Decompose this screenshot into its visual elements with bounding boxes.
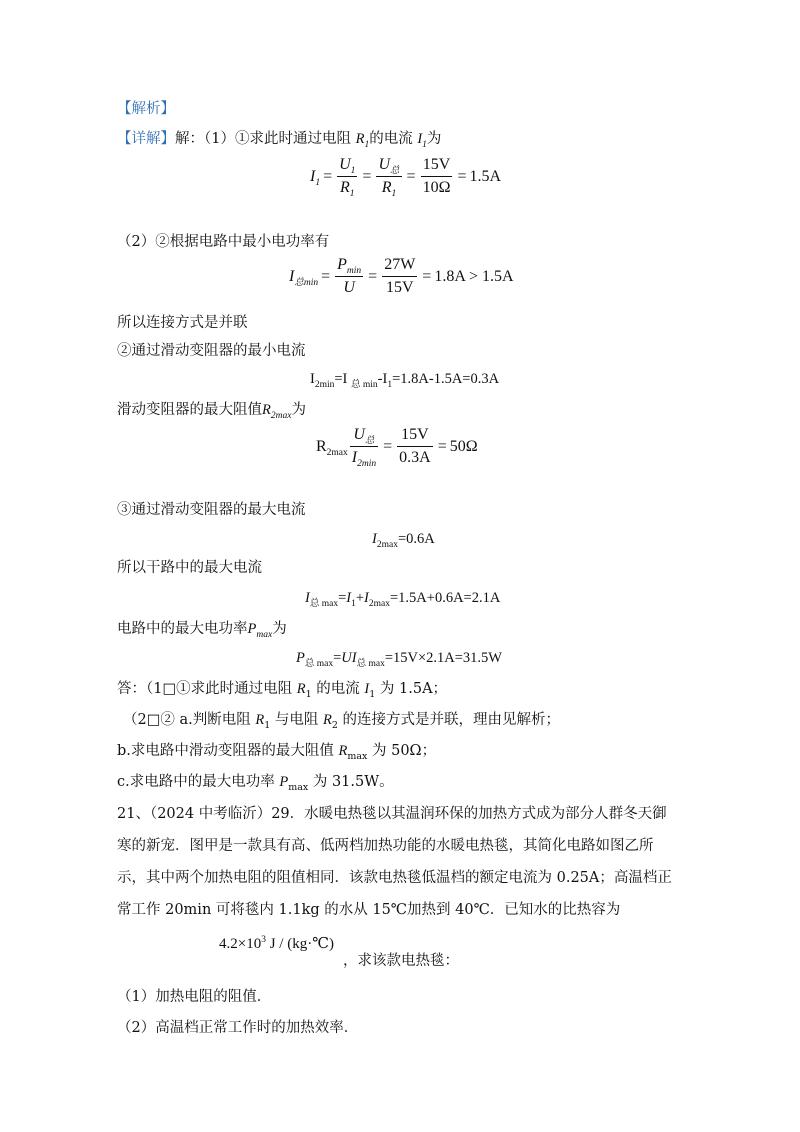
question-line-4: 常工作 20min 可将毯内 1.1kg 的水从 15℃加热到 40℃．已知水的比热容为 xyxy=(117,902,621,918)
question-line-2: 寒的新宠．图甲是一款具有高、低两档加热功能的水暖电热毯，其简化电路如图乙所 xyxy=(117,838,654,854)
detail-intro: 解：（1）①求此时通过电阻 xyxy=(175,131,351,147)
eq1-result: 1.5A xyxy=(469,167,502,185)
parallel-conclusion: 所以连接方式是并联 xyxy=(117,315,248,331)
equation-i2min: $I_{2min}=I$ $_{总 min}-I_1=1.8A-1.5A=0.3A$ xyxy=(310,371,500,390)
equation-total-max-current: $I_{总 max}=I_1+I_{2max}=1.5A+0.6A=2.1A$ xyxy=(305,590,501,609)
question-line-3: 示，其中两个加热电阻的阻值相同．该款电热毯低温档的额定电流为 0.25A；高温档正 xyxy=(117,870,672,886)
var-i1: $I_1$ xyxy=(417,131,427,150)
equation-current-i1: $I_1$ = $\frac{U_1}{R_1}$ = $\frac{U_总}{R_1}$ = $\frac{15V}{10\Omega}$ = 1.5A xyxy=(310,156,502,200)
answer-line-4: c.求电路中的最大电功率 $P_{max}$ 为 31.5W。 xyxy=(117,774,394,793)
detail-intro-end: 为 xyxy=(426,131,442,147)
part3-max-current-heading: ③通过滑动变阻器的最大电流 xyxy=(117,502,306,518)
detail-intro-tail: 的电流 xyxy=(369,131,413,147)
equation-min-current: $I_{总min}$ = $\frac{P_{min}}{U}$ = $\frac{27W}{15V}$ = 1.8A > 1.5A xyxy=(289,256,514,296)
question-line-5: ，求该款电热毯： xyxy=(343,953,459,969)
answer-line-2: （2□② a.判断电阻 $R_1$ 与电阻 $R_2$ 的连接方式是并联，理由见解析； xyxy=(123,712,561,731)
part2-intro: （2）②根据电路中最小电功率有 xyxy=(117,234,330,250)
main-current-heading: 所以干路中的最大电流 xyxy=(117,560,262,576)
answer-line-1: 答：（1□①求此时通过电阻 $R_1$ 的电流 $I_1$ 为 1.5A； xyxy=(117,681,448,700)
sub-question-2: （2）高温档正常工作时的加热效率． xyxy=(117,1020,359,1036)
detail-intro-line xyxy=(117,129,441,149)
equation-r2max: $R_{2max}$ $\frac{U_总}{I_{2min}}$ = $\frac{15V}{0.3A}$ = 50Ω xyxy=(316,426,478,470)
equation-max-power: $P_{总 max}=UI_{总 max}=15V\times 2.1A=31.5W$ xyxy=(296,650,502,669)
max-resistance-line: 滑动变阻器的最大阻值$R_{2max}$为 xyxy=(117,402,306,421)
max-power-line: 电路中的最大电功率$P_{max}$为 xyxy=(117,621,287,640)
equation-i2max: $I_{2max}=0.6A$ xyxy=(372,531,435,550)
analysis-heading: 【解析】 xyxy=(117,101,175,117)
var-r1: $R_1$ xyxy=(355,131,370,150)
sub-question-1: （1）加热电阻的阻值． xyxy=(117,989,272,1005)
answer-line-3: b.求电路中滑动变阻器的最大阻值 $R_{max}$ 为 50Ω； xyxy=(117,743,437,762)
detail-label: 【详解】 xyxy=(117,131,175,147)
specific-heat-value: $4.2\times 10^3$ J / (kg·℃) xyxy=(219,935,334,952)
part2-min-current-heading: ②通过滑动变阻器的最小电流 xyxy=(117,343,306,359)
question-line-1: 21、（2024 中考临沂）29．水暖电热毯以其温润环保的加热方式成为部分人群冬天御 xyxy=(117,806,667,822)
